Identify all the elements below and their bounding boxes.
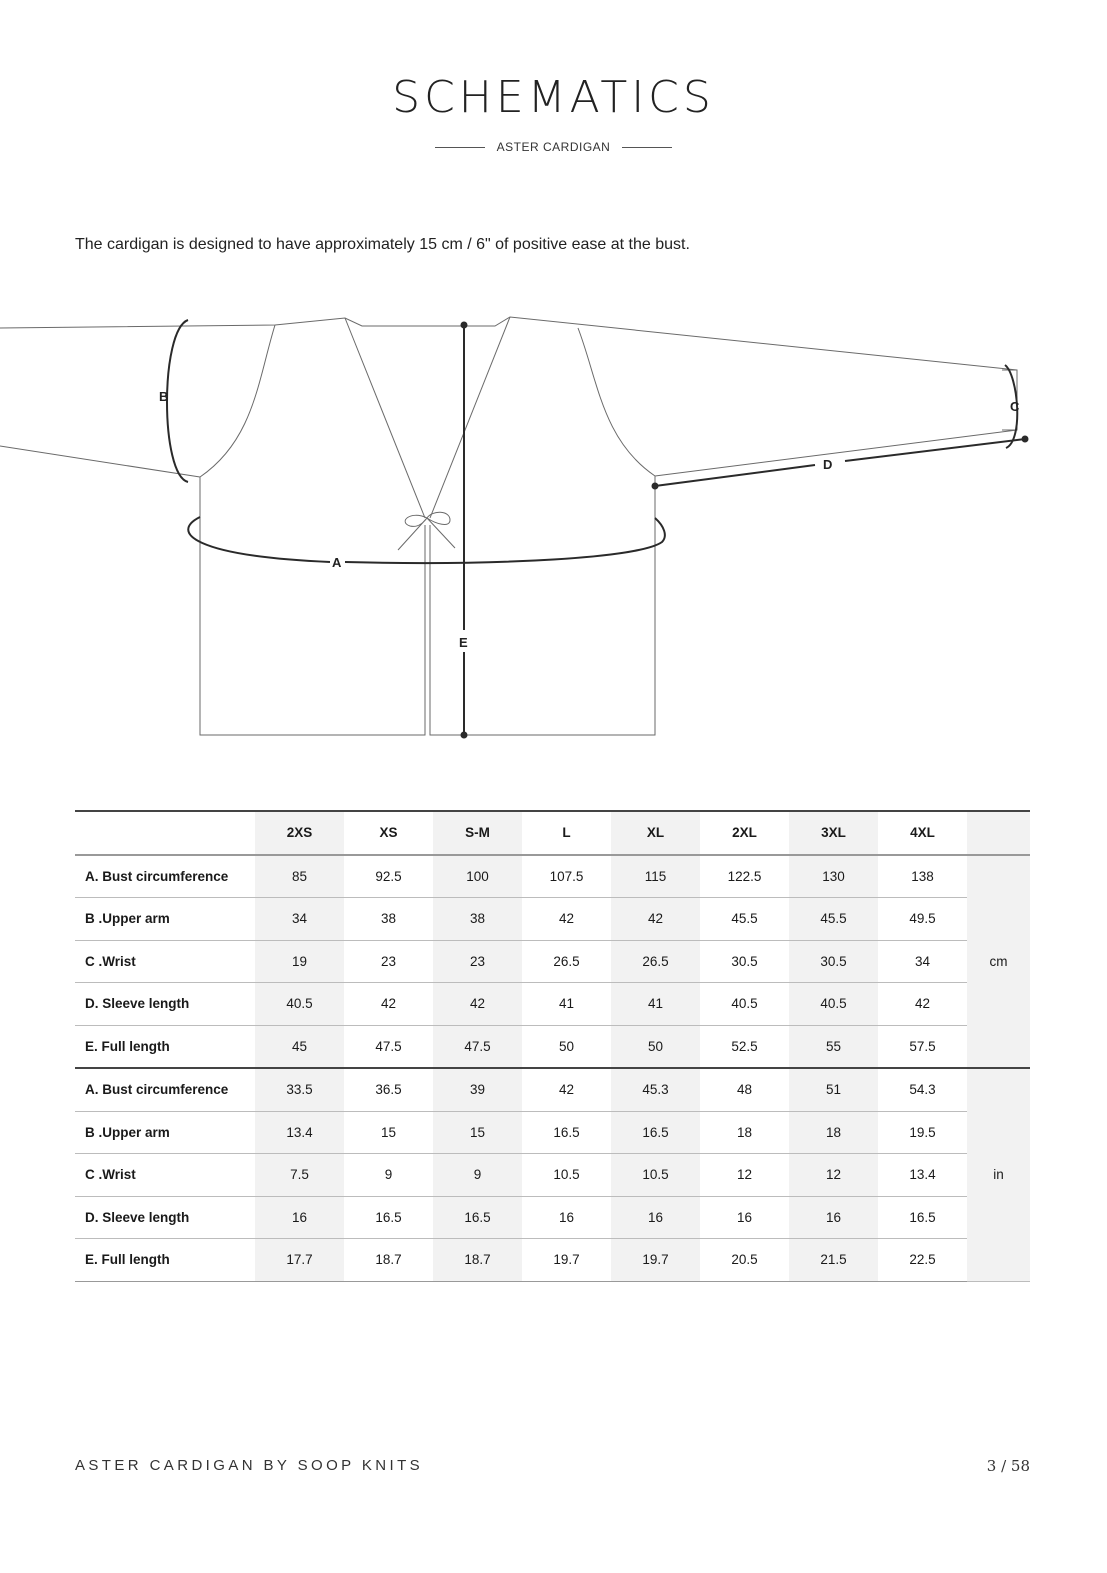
header-unit-blank bbox=[967, 811, 1030, 855]
measurement-cell: 52.5 bbox=[700, 1025, 789, 1068]
right-sleeve-underside bbox=[655, 430, 1017, 476]
measure-b bbox=[167, 320, 188, 482]
measurement-cell: 16.5 bbox=[611, 1111, 700, 1154]
measurement-cell: 23 bbox=[344, 940, 433, 983]
right-neckline bbox=[430, 317, 510, 518]
measurement-cell: 16 bbox=[611, 1196, 700, 1239]
measurement-cell: 19.7 bbox=[611, 1239, 700, 1282]
measurement-cell: 16 bbox=[522, 1196, 611, 1239]
measurement-cell: 42 bbox=[522, 898, 611, 941]
page-number: 3 / 58 bbox=[986, 1457, 1030, 1475]
measurement-cell: 15 bbox=[433, 1111, 522, 1154]
row-label: E. Full length bbox=[75, 1025, 255, 1068]
measurement-cell: 10.5 bbox=[611, 1154, 700, 1197]
measurement-cell: 41 bbox=[611, 983, 700, 1026]
measurement-cell: 7.5 bbox=[255, 1154, 344, 1197]
measurement-cell: 42 bbox=[878, 983, 967, 1026]
measurement-cell: 16 bbox=[700, 1196, 789, 1239]
row-label: A. Bust circumference bbox=[75, 1068, 255, 1111]
measurement-cell: 20.5 bbox=[700, 1239, 789, 1282]
measurement-cell: 34 bbox=[255, 898, 344, 941]
measurement-cell: 16 bbox=[255, 1196, 344, 1239]
header-empty bbox=[75, 811, 255, 855]
measure-d bbox=[653, 437, 1028, 489]
measurement-cell: 41 bbox=[522, 983, 611, 1026]
measurement-cell: 15 bbox=[344, 1111, 433, 1154]
measurement-cell: 16 bbox=[789, 1196, 878, 1239]
size-header: L bbox=[522, 811, 611, 855]
label-a: A bbox=[332, 555, 342, 570]
table-row bbox=[75, 855, 1030, 898]
measurement-cell: 16.5 bbox=[344, 1196, 433, 1239]
measurement-cell: 85 bbox=[255, 855, 344, 898]
measurement-cell: 138 bbox=[878, 855, 967, 898]
measurement-cell: 30.5 bbox=[700, 940, 789, 983]
size-header: 3XL bbox=[789, 811, 878, 855]
measurement-cell: 92.5 bbox=[344, 855, 433, 898]
measurement-cell: 40.5 bbox=[700, 983, 789, 1026]
table-row bbox=[75, 983, 1030, 1026]
measurement-cell: 33.5 bbox=[255, 1068, 344, 1111]
measure-e bbox=[462, 323, 467, 738]
measurement-cell: 40.5 bbox=[789, 983, 878, 1026]
measurement-cell: 19.7 bbox=[522, 1239, 611, 1282]
table-row bbox=[75, 1025, 1030, 1068]
left-sleeve-outline bbox=[0, 317, 1017, 370]
measurement-cell: 16.5 bbox=[878, 1196, 967, 1239]
row-label: A. Bust circumference bbox=[75, 855, 255, 898]
measurement-cell: 51 bbox=[789, 1068, 878, 1111]
measurement-cell: 16.5 bbox=[433, 1196, 522, 1239]
row-label: C .Wrist bbox=[75, 940, 255, 983]
measurement-cell: 49.5 bbox=[878, 898, 967, 941]
measurement-cell: 16.5 bbox=[522, 1111, 611, 1154]
measurement-cell: 18.7 bbox=[344, 1239, 433, 1282]
cardigan-schematic bbox=[0, 300, 1107, 760]
measurement-cell: 42 bbox=[433, 983, 522, 1026]
table-row bbox=[75, 1196, 1030, 1239]
measurement-cell: 12 bbox=[700, 1154, 789, 1197]
divider bbox=[435, 147, 485, 148]
size-header: 4XL bbox=[878, 811, 967, 855]
table-row bbox=[75, 1068, 1030, 1111]
page-title: SCHEMATICS bbox=[392, 72, 715, 123]
measurement-cell: 45.5 bbox=[700, 898, 789, 941]
measurement-cell: 40.5 bbox=[255, 983, 344, 1026]
measurement-cell: 42 bbox=[611, 898, 700, 941]
measurement-cell: 38 bbox=[344, 898, 433, 941]
measurement-cell: 12 bbox=[789, 1154, 878, 1197]
measurement-cell: 9 bbox=[344, 1154, 433, 1197]
measurement-cell: 55 bbox=[789, 1025, 878, 1068]
measurement-cell: 19.5 bbox=[878, 1111, 967, 1154]
intro-text: The cardigan is designed to have approximately 15 cm / 6" of positive ease at the bust. bbox=[75, 236, 690, 253]
measurement-cell: 47.5 bbox=[344, 1025, 433, 1068]
measurement-cell: 107.5 bbox=[522, 855, 611, 898]
measurement-cell: 50 bbox=[522, 1025, 611, 1068]
measurement-cell: 18 bbox=[700, 1111, 789, 1154]
bow bbox=[398, 512, 455, 550]
measure-a bbox=[188, 517, 665, 563]
measurement-cell: 45.5 bbox=[789, 898, 878, 941]
size-header: 2XS bbox=[255, 811, 344, 855]
unit-cell: in bbox=[967, 1068, 1030, 1281]
label-c: C bbox=[1010, 399, 1020, 414]
row-label: B .Upper arm bbox=[75, 1111, 255, 1154]
label-b: B bbox=[159, 389, 169, 404]
measurement-cell: 115 bbox=[611, 855, 700, 898]
measurement-cell: 42 bbox=[522, 1068, 611, 1111]
table-row bbox=[75, 898, 1030, 941]
measurement-cell: 45 bbox=[255, 1025, 344, 1068]
label-d: D bbox=[823, 457, 833, 472]
measurement-cell: 57.5 bbox=[878, 1025, 967, 1068]
size-header: 2XL bbox=[700, 811, 789, 855]
measurement-cell: 45.3 bbox=[611, 1068, 700, 1111]
measurement-cell: 18 bbox=[789, 1111, 878, 1154]
measurement-cell: 122.5 bbox=[700, 855, 789, 898]
measurement-cell: 23 bbox=[433, 940, 522, 983]
measurement-cell: 22.5 bbox=[878, 1239, 967, 1282]
subtitle-row bbox=[0, 140, 1107, 154]
unit-cell: cm bbox=[967, 855, 1030, 1069]
measurement-cell: 26.5 bbox=[611, 940, 700, 983]
measurement-cell: 10.5 bbox=[522, 1154, 611, 1197]
measurement-cell: 42 bbox=[344, 983, 433, 1026]
measurement-cell: 21.5 bbox=[789, 1239, 878, 1282]
measurement-cell: 48 bbox=[700, 1068, 789, 1111]
measurement-cell: 34 bbox=[878, 940, 967, 983]
row-label: C .Wrist bbox=[75, 1154, 255, 1197]
divider bbox=[622, 147, 672, 148]
row-label: D. Sleeve length bbox=[75, 1196, 255, 1239]
left-front-body bbox=[200, 477, 425, 735]
left-sleeve-underside bbox=[0, 446, 200, 477]
measurement-cell: 36.5 bbox=[344, 1068, 433, 1111]
measurement-cell: 39 bbox=[433, 1068, 522, 1111]
right-armhole bbox=[578, 328, 655, 476]
measurement-cell: 130 bbox=[789, 855, 878, 898]
page-subtitle: ASTER CARDIGAN bbox=[496, 140, 611, 154]
measurement-cell: 100 bbox=[433, 855, 522, 898]
measurement-cell: 17.7 bbox=[255, 1239, 344, 1282]
left-neckline bbox=[345, 318, 425, 518]
table-row bbox=[75, 1154, 1030, 1197]
size-header: S-M bbox=[433, 811, 522, 855]
row-label: D. Sleeve length bbox=[75, 983, 255, 1026]
measurement-cell: 26.5 bbox=[522, 940, 611, 983]
measurement-cell: 54.3 bbox=[878, 1068, 967, 1111]
table-row bbox=[75, 1111, 1030, 1154]
measurement-cell: 47.5 bbox=[433, 1025, 522, 1068]
measurement-cell: 18.7 bbox=[433, 1239, 522, 1282]
measurement-cell: 50 bbox=[611, 1025, 700, 1068]
table-header-row bbox=[75, 811, 1030, 855]
measurement-cell: 13.4 bbox=[255, 1111, 344, 1154]
table-row bbox=[75, 940, 1030, 983]
size-header: XL bbox=[611, 811, 700, 855]
label-e: E bbox=[459, 635, 468, 650]
row-label: E. Full length bbox=[75, 1239, 255, 1282]
measurements-table bbox=[75, 810, 1030, 1282]
measurement-cell: 19 bbox=[255, 940, 344, 983]
size-header: XS bbox=[344, 811, 433, 855]
measurement-cell: 30.5 bbox=[789, 940, 878, 983]
measurement-cell: 13.4 bbox=[878, 1154, 967, 1197]
measurement-cell: 9 bbox=[433, 1154, 522, 1197]
footer-title: ASTER CARDIGAN BY SOOP KNITS bbox=[75, 1457, 424, 1474]
left-armhole bbox=[200, 325, 275, 477]
table-row bbox=[75, 1239, 1030, 1282]
measurement-cell: 38 bbox=[433, 898, 522, 941]
row-label: B .Upper arm bbox=[75, 898, 255, 941]
